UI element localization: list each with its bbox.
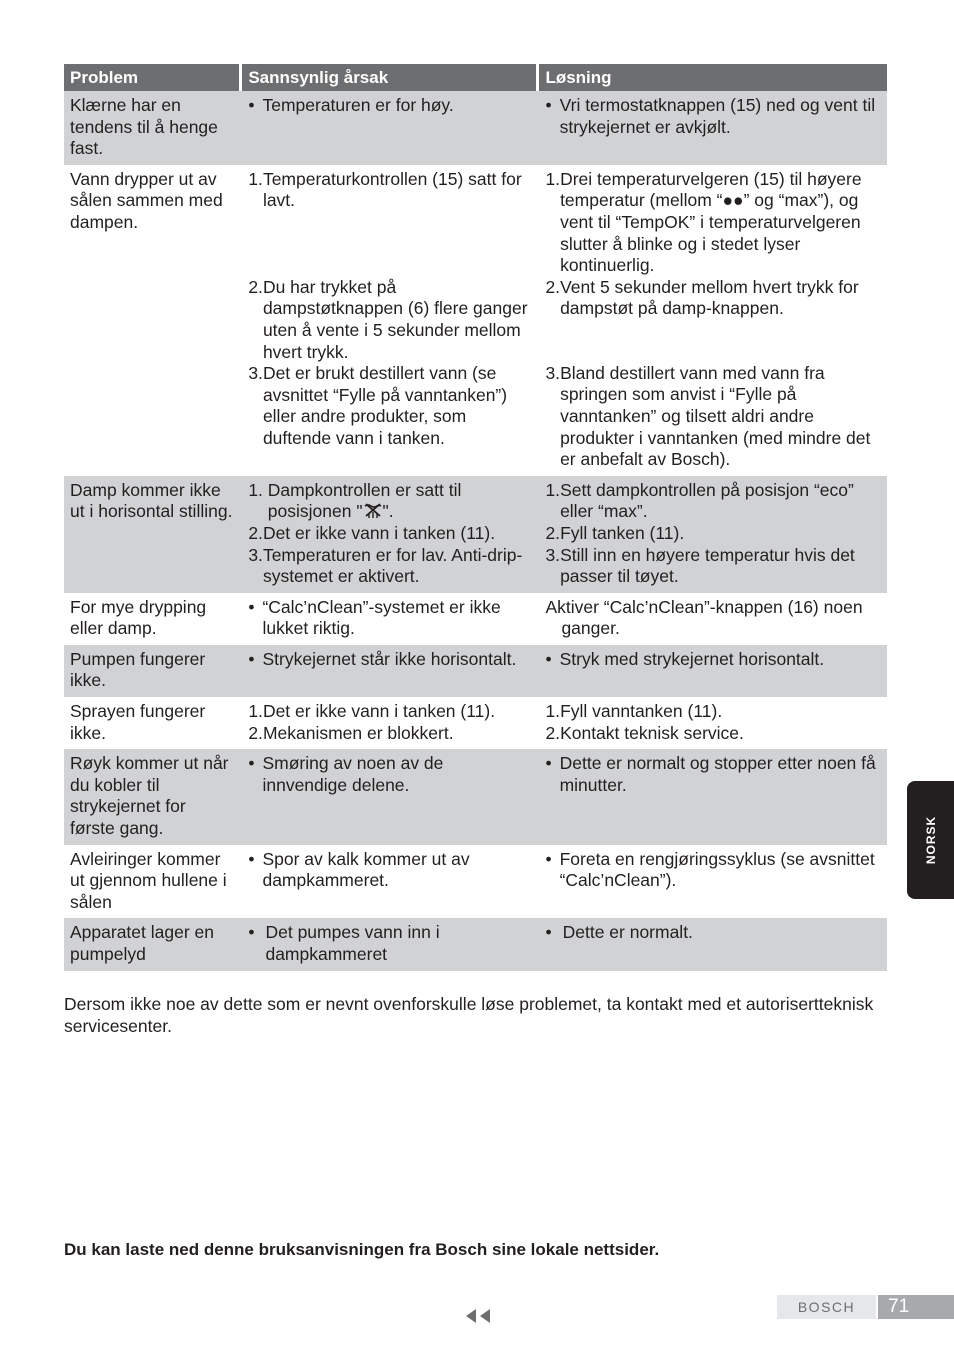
download-note: Du kan laste ned denne bruksanvisningen fra Bosch sine lokale nettsider.	[64, 1240, 660, 1259]
list-item	[248, 701, 530, 723]
list-marker: 3.	[545, 362, 561, 383]
list-marker: 3.	[248, 363, 263, 384]
list-item	[545, 649, 879, 671]
list-marker: 1.	[248, 701, 263, 722]
list-text: Det er brukt destillert vann (se avsnittet “Fylle på vanntanken”) eller andre produkter, som duftende vann i tanken.	[262, 363, 508, 448]
solution-cell	[538, 845, 887, 919]
cause-cell	[241, 749, 538, 844]
cause-cell	[241, 91, 538, 165]
problem-cell: Damp kommer ikke ut i horisontal stilling.	[64, 476, 241, 593]
table-header-row	[64, 64, 887, 91]
list-item	[545, 480, 879, 523]
table-row	[64, 165, 887, 476]
list-text: Still inn en høyere temperatur hvis det passer til tøyet.	[560, 544, 855, 587]
list-marker: •	[545, 95, 552, 115]
list-marker: •	[248, 922, 255, 943]
list-text: Fyll vanntanken (11).	[560, 701, 723, 722]
language-tab-label: NORSK	[923, 815, 938, 865]
list-text: Temperaturkontrollen (15) satt for lavt.	[262, 168, 522, 211]
list-marker: 1.	[545, 701, 561, 722]
solution-cell	[538, 476, 887, 593]
header-solution: Løsning	[538, 64, 887, 91]
list-text-after-icon: ".	[382, 501, 394, 522]
list-text: Bland destillert vann med vann fra springen som anvist i “Fylle på vanntanken” og tilsett aldri andre produkter i vanntanken (med mindre det er anbefalt av Bosch).	[560, 362, 871, 470]
solution-cell	[538, 697, 887, 749]
list-marker: •	[545, 848, 552, 869]
list-marker: 1.	[248, 479, 268, 500]
list-item	[545, 523, 879, 545]
list-text: Det er ikke vann i tanken (11).	[262, 701, 496, 722]
solution-cell	[538, 749, 887, 844]
list-text: Temperaturen er for lav. Anti-drip-systemet er aktivert.	[262, 544, 523, 587]
contact-service-note: Dersom ikke noe av dette som er nevnt ovenforskulle løse problemet, ta kontakt med et autorisertteknisk servicesenter.	[64, 994, 874, 1036]
list-marker: •	[248, 753, 255, 774]
list-item	[248, 753, 530, 796]
header-problem: Problem	[64, 64, 241, 91]
list-text: Foreta en rengjøringssyklus (se avsnittet “Calc’nClean”).	[559, 848, 875, 891]
table-row	[64, 845, 887, 919]
cause-cell	[241, 918, 538, 970]
list-item	[545, 545, 879, 588]
list-item	[248, 723, 530, 745]
list-marker: 2.	[248, 722, 263, 743]
problem-cell: Klærne har en tendens til å henge fast.	[64, 91, 241, 165]
list-marker: •	[248, 648, 255, 669]
list-marker: •	[545, 922, 552, 943]
troubleshooting-table	[64, 64, 888, 971]
list-text: Mekanismen er blokkert.	[262, 722, 454, 743]
list-marker: 2.	[545, 276, 561, 297]
solution-cell	[538, 918, 887, 970]
list-item	[545, 849, 879, 892]
list-text: Drei temperaturvelgeren (15) til høyere temperatur (mellom “●●” og “max”), og vent til “TempOK” i temperaturvelgeren slutter å blinke og i stedet lyser kontinuerlig.	[560, 168, 862, 276]
list-item	[545, 277, 879, 363]
page-number: 71	[878, 1295, 954, 1319]
list-text: Temperaturen er for høy.	[262, 95, 454, 115]
list-marker: 1.	[248, 168, 263, 189]
list-text: Stryk med strykejernet horisontalt.	[559, 648, 825, 669]
cause-cell	[241, 165, 538, 476]
list-item	[545, 753, 879, 796]
list-text: Dette er normalt.	[562, 922, 693, 943]
cause-cell	[241, 845, 538, 919]
list-item	[248, 480, 530, 523]
problem-cell: Sprayen fungerer ikke.	[70, 701, 206, 743]
list-marker: 1.	[545, 168, 561, 189]
list-item	[545, 169, 879, 277]
list-item	[545, 701, 879, 723]
problem-cell: For mye drypping eller damp.	[70, 596, 207, 639]
solution-cell	[538, 593, 887, 645]
cause-cell	[241, 476, 538, 593]
list-marker: 1.	[545, 479, 561, 500]
list-item	[248, 849, 530, 892]
list-text: Fyll tanken (11).	[560, 522, 685, 543]
list-marker: 2.	[248, 522, 263, 543]
list-text: Vent 5 sekunder mellom hvert trykk for dampstøt på damp-knappen.	[560, 276, 859, 319]
page-footer	[777, 1295, 954, 1319]
list-text: Det pumpes vann inn i dampkammeret	[265, 922, 440, 964]
problem-cell: Apparatet lager en pumpelyd	[64, 918, 241, 970]
back-arrows-icon	[464, 1308, 492, 1324]
steam-off-icon	[363, 503, 383, 519]
list-text: Aktiver “Calc’nClean”-knappen (16) noen ganger.	[545, 596, 863, 639]
list-item	[545, 922, 879, 944]
cause-cell	[241, 593, 538, 645]
list-text: Du har trykket på dampstøtknappen (6) flere ganger uten å vente i 5 sekunder mellom hvert trykk.	[262, 276, 528, 362]
table-row	[64, 476, 887, 593]
list-item	[248, 649, 530, 671]
table-row	[64, 749, 887, 844]
header-cause: Sannsynlig årsak	[241, 64, 538, 91]
table-row	[64, 918, 887, 970]
list-text: Sett dampkontrollen på posisjon “eco” eller “max”.	[560, 479, 854, 522]
list-text: Strykejernet står ikke horisontalt.	[262, 648, 517, 669]
list-marker: 3.	[545, 544, 561, 565]
solution-cell	[538, 91, 887, 165]
problem-cell: Pumpen fungerer ikke.	[64, 645, 241, 697]
cause-cell	[241, 697, 538, 749]
list-item	[248, 545, 530, 588]
list-item	[248, 169, 530, 277]
list-marker: 2.	[545, 522, 561, 543]
list-text-before-icon: Dampkontrollen er satt til posisjonen "	[267, 479, 462, 522]
list-text: “Calc’nClean”-systemet er ikke lukket riktig.	[262, 596, 501, 639]
list-marker: 2.	[248, 276, 263, 297]
list-text: Kontakt teknisk service.	[560, 722, 744, 743]
solution-cell	[538, 165, 887, 476]
list-marker: 2.	[545, 722, 561, 743]
list-item	[545, 363, 879, 471]
table-row	[64, 593, 887, 645]
list-text: Spor av kalk kommer ut av dampkammeret.	[262, 848, 470, 891]
list-marker: •	[545, 648, 552, 669]
list-item	[248, 597, 530, 640]
list-item	[545, 723, 879, 745]
solution-cell	[538, 645, 887, 697]
problem-cell: Vann drypper ut av sålen sammen med dampen.	[70, 168, 223, 232]
list-text: Det er ikke vann i tanken (11).	[262, 522, 496, 543]
brand-label: BOSCH	[777, 1295, 876, 1319]
list-text: Smøring av noen av de innvendige delene.	[262, 753, 444, 795]
language-tab	[907, 781, 954, 899]
list-text: Vri termostatknappen (15) ned og vent til strykejernet er avkjølt.	[559, 95, 876, 137]
problem-cell: Røyk kommer ut når du kobler til strykejernet for første gang.	[64, 749, 241, 844]
list-item	[545, 95, 879, 138]
list-item	[248, 523, 530, 545]
list-marker: •	[248, 95, 255, 115]
list-item	[248, 277, 530, 363]
table-row	[64, 697, 887, 749]
list-item	[248, 95, 530, 117]
list-item	[248, 922, 530, 965]
table-row	[64, 645, 887, 697]
list-item	[248, 363, 530, 449]
list-text: Dette er normalt og stopper etter noen få minutter.	[559, 753, 876, 795]
list-marker: •	[545, 753, 552, 774]
list-marker: •	[248, 596, 255, 617]
list-marker: •	[248, 848, 255, 869]
table-row	[64, 91, 887, 165]
list-marker: 3.	[248, 544, 263, 565]
problem-cell: Avleiringer kommer ut gjennom hullene i sålen	[70, 848, 227, 912]
cause-cell	[241, 645, 538, 697]
list-text	[268, 480, 531, 523]
